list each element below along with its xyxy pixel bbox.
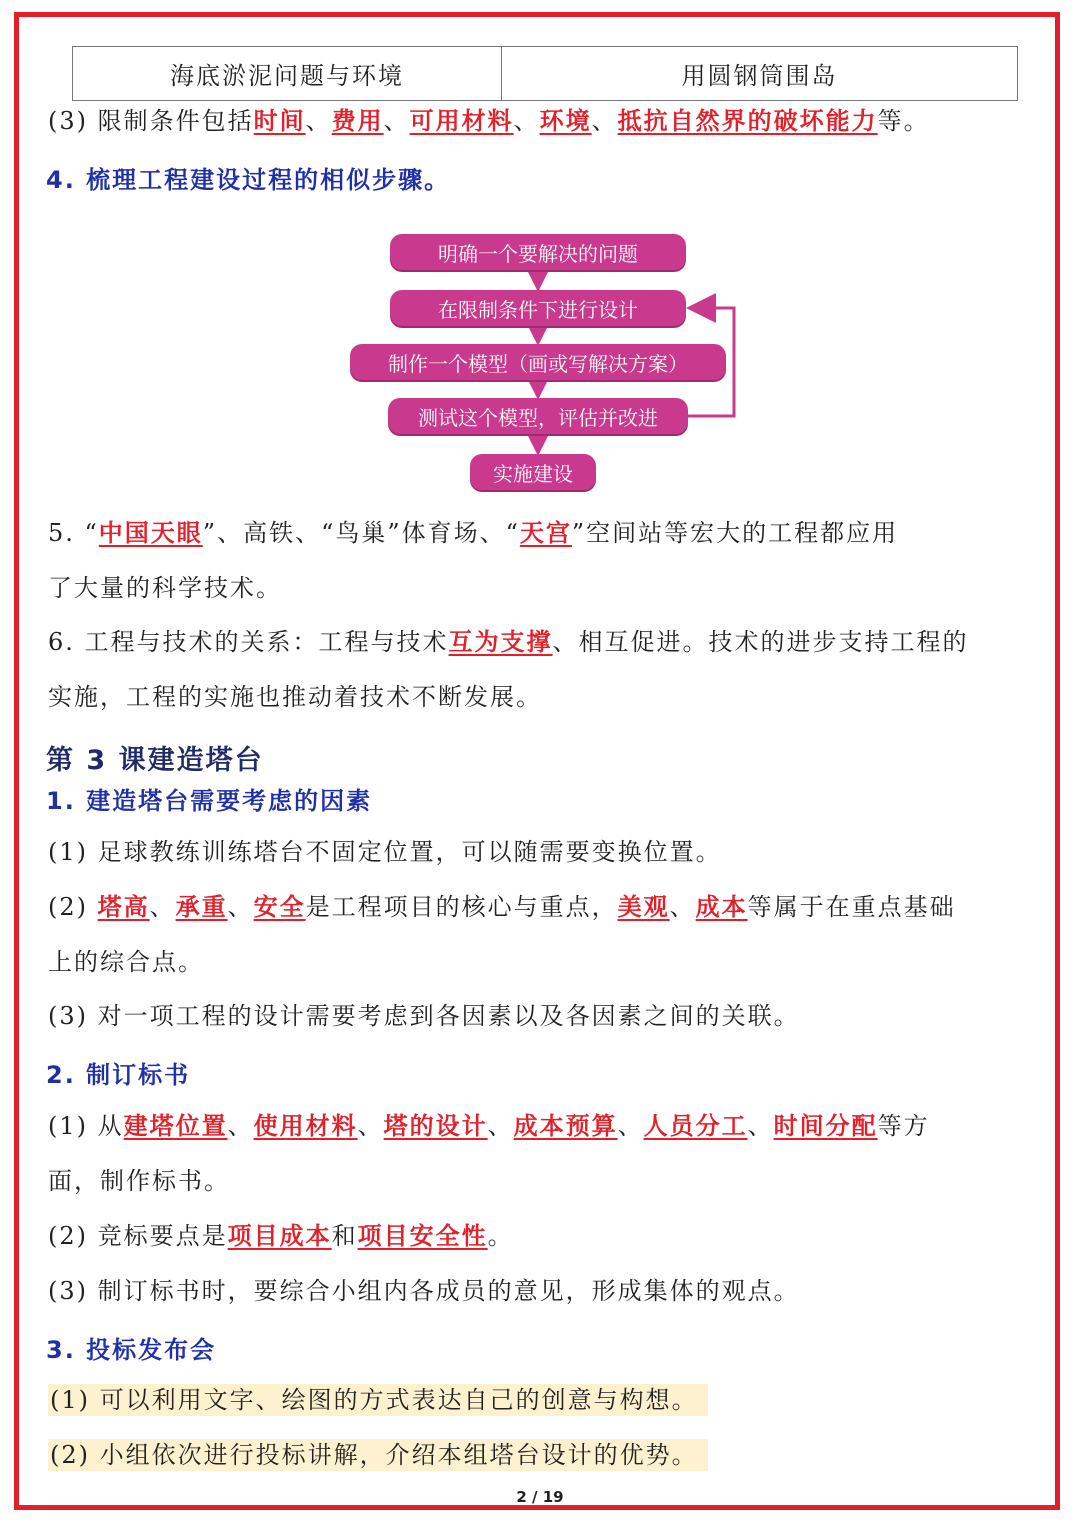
keyword: 时间 <box>253 106 306 135</box>
keyword: 安全 <box>253 892 306 921</box>
text: 、 <box>591 107 618 135</box>
text: 5. “ <box>48 519 99 547</box>
text: 、 <box>357 1112 384 1140</box>
keyword: 互为支撑 <box>448 627 553 656</box>
section-heading-2: 2. 制订标书 <box>46 1061 191 1089</box>
text: (2) 竞标要点是 <box>48 1222 228 1250</box>
text: 和 <box>331 1222 358 1250</box>
factor-item-1: (1) 足球教练训练塔台不固定位置，可以随需要变换位置。 <box>48 838 722 866</box>
text: 、 <box>305 107 332 135</box>
highlighted-text: (2) 小组依次进行投标讲解，介绍本组塔台设计的优势。 <box>48 1439 708 1471</box>
text: 、 <box>227 893 254 921</box>
keyword: 时间分配 <box>773 1111 878 1140</box>
keyword: 天宫 <box>519 518 572 547</box>
text: (3) 限制条件包括 <box>48 107 254 135</box>
flow-step-3: 制作一个模型（画或写解决方案） <box>350 344 726 380</box>
keyword: 美观 <box>617 892 670 921</box>
paragraph-6-cont: 实施，工程的实施也推动着技术不断发展。 <box>48 683 542 711</box>
keyword: 费用 <box>331 106 384 135</box>
text: (1) 从 <box>48 1112 124 1140</box>
keyword: 项目安全性 <box>357 1221 488 1250</box>
table-cell: 海底淤泥问题与环境 <box>73 47 502 100</box>
keyword: 环境 <box>539 106 592 135</box>
keyword: 可用材料 <box>409 106 514 135</box>
table-cell: 用圆钢筒围岛 <box>681 62 838 90</box>
keyword: 塔高 <box>97 892 150 921</box>
section-heading-4: 4. 梳理工程建设过程的相似步骤。 <box>46 166 451 194</box>
keyword: 项目成本 <box>227 1221 332 1250</box>
text: 等。 <box>877 107 930 135</box>
text: 、 <box>513 107 540 135</box>
keyword: 塔的设计 <box>383 1111 488 1140</box>
comparison-table <box>72 46 1018 101</box>
text: 是工程项目的核心与重点， <box>305 893 618 921</box>
text: 、相互促进。技术的进步支持工程的 <box>552 628 969 656</box>
paragraph-5-cont: 了大量的科学技术。 <box>48 574 282 602</box>
factor-item-3: (3) 对一项工程的设计需要考虑到各因素以及各因素之间的关联。 <box>48 1002 800 1030</box>
bid-item-1 <box>48 1110 930 1142</box>
factor-item-2-cont: 上的综合点。 <box>48 948 204 976</box>
text: 、 <box>383 107 410 135</box>
keyword: 中国天眼 <box>98 518 203 547</box>
text: 、 <box>227 1112 254 1140</box>
bid-item-3: (3) 制订标书时，要综合小组内各成员的意见，形成集体的观点。 <box>48 1277 800 1305</box>
text: 、 <box>487 1112 514 1140</box>
text: 、 <box>149 893 176 921</box>
section-heading-1: 1. 建造塔台需要考虑的因素 <box>46 787 373 815</box>
highlighted-text: (1) 可以利用文字、绘图的方式表达自己的创意与构想。 <box>48 1384 708 1416</box>
page-number: 2 / 19 <box>516 1488 564 1506</box>
paragraph-6 <box>48 626 969 658</box>
keyword: 抵抗自然界的破坏能力 <box>617 106 878 135</box>
factor-item-2 <box>48 891 956 923</box>
text: ”空间站等宏大的工程都应用 <box>571 519 899 547</box>
keyword: 使用材料 <box>253 1111 358 1140</box>
section-heading-3: 3. 投标发布会 <box>46 1336 217 1364</box>
constraint-line <box>48 105 930 137</box>
release-item-1 <box>48 1384 708 1416</box>
paragraph-5 <box>48 517 898 549</box>
keyword: 成本预算 <box>513 1111 618 1140</box>
text: (2) <box>48 893 98 921</box>
text: 、 <box>617 1112 644 1140</box>
text: 等方 <box>877 1112 930 1140</box>
bid-item-1-cont: 面，制作标书。 <box>48 1167 230 1195</box>
keyword: 成本 <box>695 892 748 921</box>
text: 、 <box>669 893 696 921</box>
bid-item-2 <box>48 1220 514 1252</box>
process-flowchart <box>330 224 750 504</box>
text: 。 <box>487 1222 514 1250</box>
flow-step-5: 实施建设 <box>470 454 596 490</box>
text: ”、高铁、“鸟巢”体育场、“ <box>202 519 520 547</box>
keyword: 承重 <box>175 892 228 921</box>
lesson-title: 第 3 课建造塔台 <box>46 745 264 776</box>
text: 等属于在重点基础 <box>747 893 956 921</box>
release-item-2 <box>48 1439 708 1471</box>
text: 6. 工程与技术的关系：工程与技术 <box>48 628 449 656</box>
keyword: 人员分工 <box>643 1111 748 1140</box>
flow-step-2: 在限制条件下进行设计 <box>390 290 686 326</box>
keyword: 建塔位置 <box>123 1111 228 1140</box>
text: 、 <box>747 1112 774 1140</box>
flow-step-4: 测试这个模型，评估并改进 <box>388 398 688 434</box>
flow-step-1: 明确一个要解决的问题 <box>390 234 686 270</box>
